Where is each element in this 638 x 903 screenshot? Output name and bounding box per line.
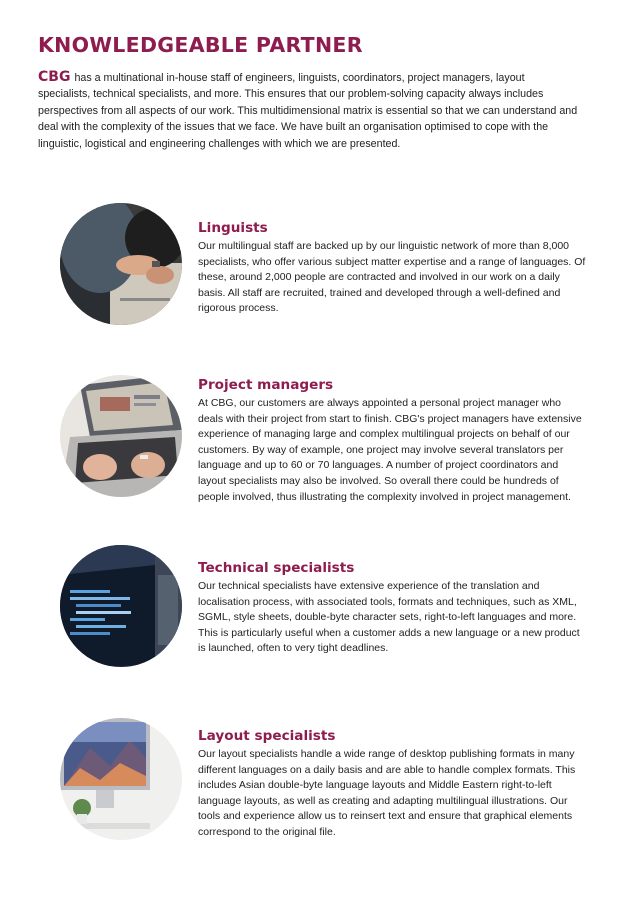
- linguists-photo: [60, 203, 182, 325]
- section-linguists: [198, 220, 588, 317]
- layout-specialists-photo: [60, 718, 182, 840]
- code-screen-image: [60, 545, 182, 667]
- section-body: At CBG, our customers are always appointed a personal project manager who deals with their project from start to finish. CBG's project managers have extensive experience of managing large and complex multilingual projects on behalf of our customers. By way of example, one project may involve several translators per language and up to 60 or 70 languages. A number of project coordinators and layout specialists may also be involved. So overall there could be hundreds of people involved, thus illustrating the complexity involved in project management.: [198, 397, 582, 503]
- section-heading: Project managers: [198, 377, 334, 393]
- laptop-typing-image: [60, 375, 182, 497]
- section-heading: Technical specialists: [198, 560, 355, 576]
- desktop-monitor-image: [60, 718, 182, 840]
- technical-specialists-photo: [60, 545, 182, 667]
- section-heading: Linguists: [198, 220, 268, 236]
- intro-text: has a multinational in-house staff of engineers, linguists, coordinators, project managers, layout specialists, technical specialists, and more. This ensures that our problem-solving capacity always includes perspectives from all aspects of our work. This multidimensional matrix is essential so that we can understand and deal with the complexity of the issues that we face. We have built an organisation optimised to cope with the linguistic, logistical and engineering challenges with which we are presented.: [38, 72, 578, 150]
- page-title: KNOWLEDGEABLE PARTNER: [38, 33, 363, 57]
- section-body: Our layout specialists handle a wide range of desktop publishing formats in many different languages on a daily basis and are able to handle complex formats. This includes Asian double-byte language layouts and Middle Eastern right-to-left language layouts, as well as creating and adapting multilingual illustrations. Our tools and experience allow us to reinsert text and ensure that graphical elements correspond to the original file.: [198, 748, 576, 838]
- intro-paragraph: [38, 69, 578, 152]
- section-technical-specialists: [198, 560, 588, 657]
- brand-name: CBG: [38, 69, 71, 85]
- section-layout-specialists: [198, 728, 588, 841]
- section-project-managers: [198, 377, 588, 505]
- section-body: Our technical specialists have extensive experience of the translation and localisation process, with associated tools, formats and techniques, such as XML, SGML, style sheets, double-byte character sets, right-to-left languages and more. This is particularly useful when a customer adds a new language or a new product is launched, often to very tight deadlines.: [198, 580, 580, 655]
- section-heading: Layout specialists: [198, 728, 336, 744]
- project-managers-photo: [60, 375, 182, 497]
- meeting-hands-image: [60, 203, 182, 325]
- section-body: Our multilingual staff are backed up by our linguistic network of more than 8,000 specialists, who offer various subject matter expertise and a range of languages. Of these, around 2,000 people are contracted and involved in our work on a daily basis. All staff are recruited, trained and developed through a well-defined and rigorous process.: [198, 240, 586, 315]
